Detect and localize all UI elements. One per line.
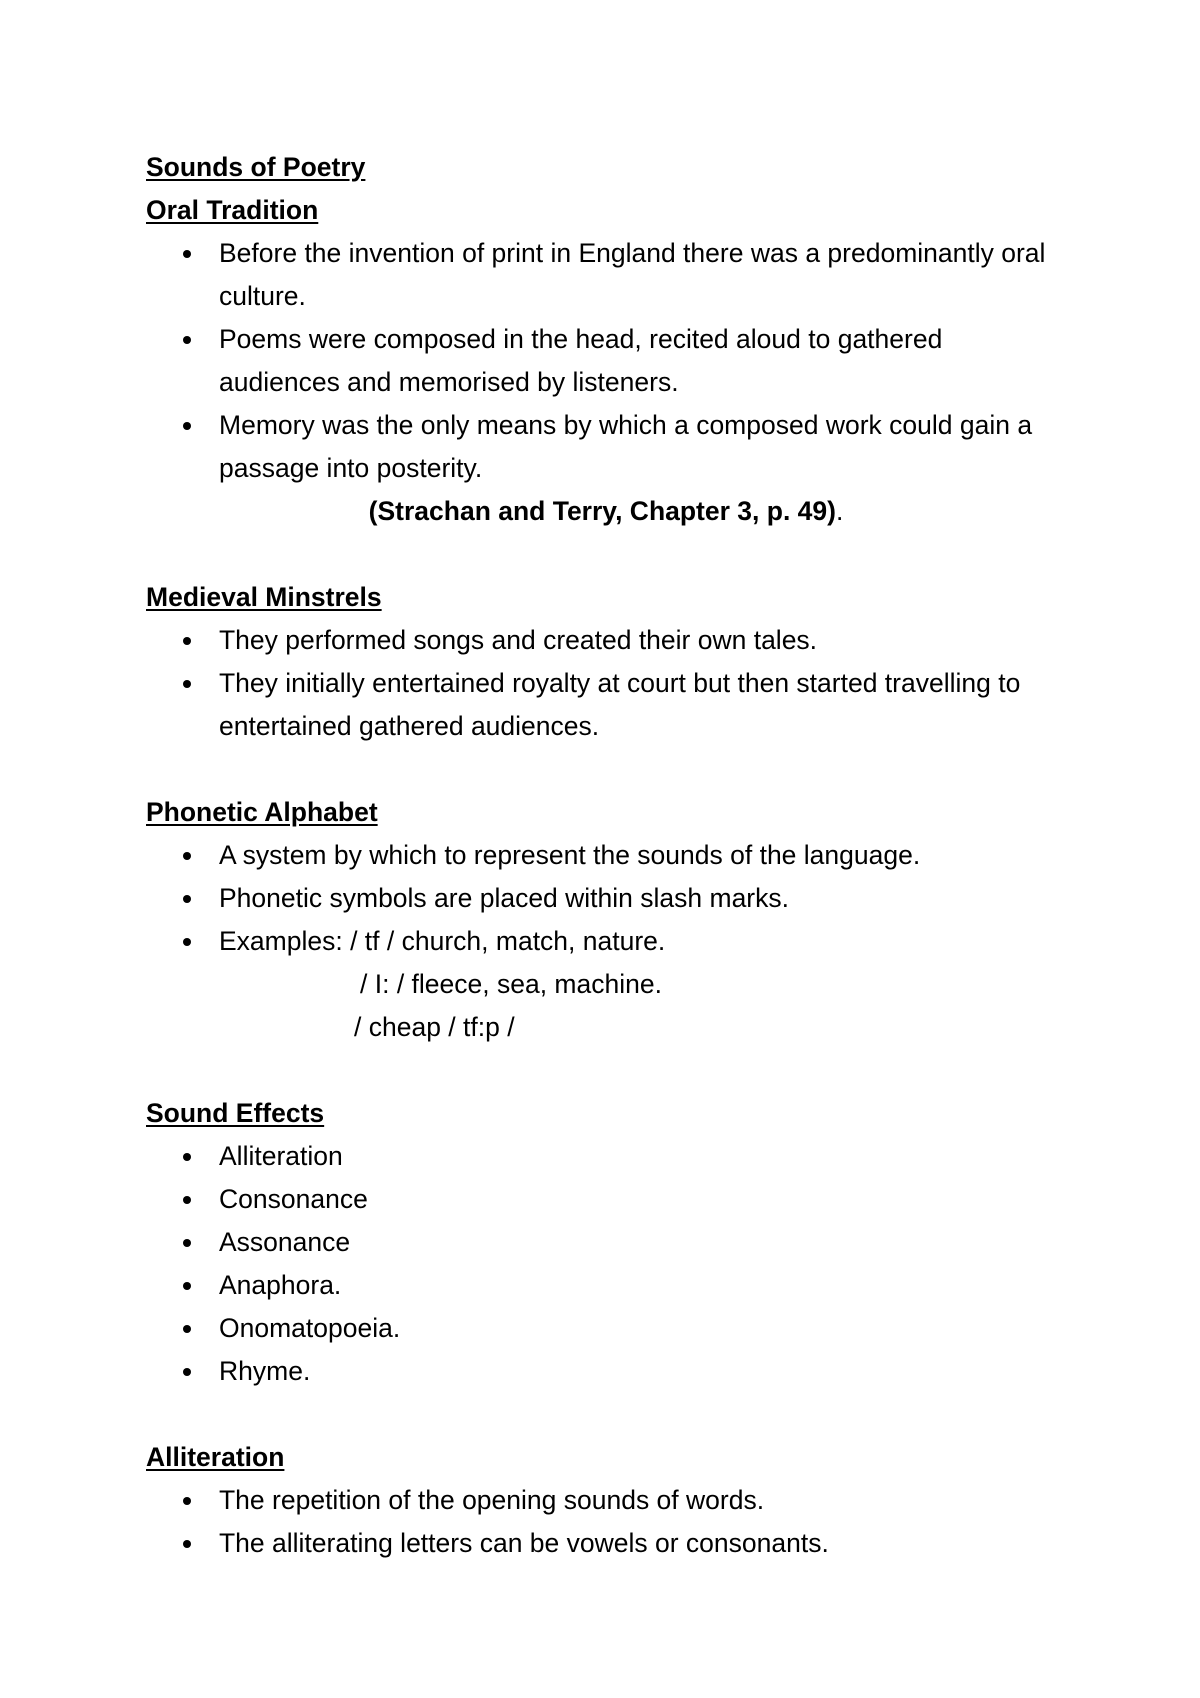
citation-period: . bbox=[835, 496, 844, 526]
bullet-list bbox=[146, 834, 1066, 963]
section-heading: Alliteration bbox=[146, 1442, 285, 1472]
bullet-icon bbox=[183, 1153, 191, 1161]
list-item bbox=[146, 232, 1066, 318]
page-title: Sounds of Poetry bbox=[146, 152, 366, 182]
list-item-text: Memory was the only means by which a composed work could gain a passage into posterity. bbox=[219, 410, 1033, 483]
list-item bbox=[146, 404, 1066, 490]
spacer bbox=[146, 1049, 1066, 1092]
phonetic-example: / cheap / tf:p / bbox=[354, 1012, 515, 1042]
phonetic-example: / I: / fleece, sea, machine. bbox=[360, 969, 662, 999]
spacer bbox=[146, 1393, 1066, 1436]
bullet-icon bbox=[183, 1368, 191, 1376]
section-heading: Oral Tradition bbox=[146, 195, 319, 225]
list-item bbox=[146, 1522, 1066, 1565]
citation bbox=[146, 490, 1066, 533]
list-item-text: Anaphora. bbox=[219, 1270, 342, 1300]
section-heading: Sound Effects bbox=[146, 1098, 325, 1128]
list-item-text: Alliteration bbox=[219, 1141, 343, 1171]
bullet-list bbox=[146, 619, 1066, 748]
bullet-icon bbox=[183, 637, 191, 645]
list-item bbox=[146, 1135, 1066, 1178]
list-item-text: Rhyme. bbox=[219, 1356, 311, 1386]
list-item-text: Before the invention of print in England there was a predominantly oral culture. bbox=[219, 238, 1046, 311]
bullet-list bbox=[146, 1479, 1066, 1565]
bullet-icon bbox=[183, 680, 191, 688]
list-item-text: The repetition of the opening sounds of words. bbox=[219, 1485, 765, 1515]
section-sound-effects bbox=[146, 1092, 1066, 1393]
bullet-icon bbox=[183, 250, 191, 258]
bullet-icon bbox=[183, 895, 191, 903]
bullet-icon bbox=[183, 852, 191, 860]
list-item bbox=[146, 920, 1066, 963]
section-heading: Medieval Minstrels bbox=[146, 582, 382, 612]
bullet-icon bbox=[183, 1239, 191, 1247]
list-item-text: Poems were composed in the head, recited aloud to gathered audiences and memorised by listeners. bbox=[219, 324, 943, 397]
list-item bbox=[146, 877, 1066, 920]
list-item bbox=[146, 1178, 1066, 1221]
list-item-text: A system by which to represent the sounds of the language. bbox=[219, 840, 921, 870]
section-oral-tradition bbox=[146, 189, 1066, 533]
list-item bbox=[146, 318, 1066, 404]
section-heading: Phonetic Alphabet bbox=[146, 797, 378, 827]
list-item-text: Phonetic symbols are placed within slash marks. bbox=[219, 883, 789, 913]
list-item-text: The alliterating letters can be vowels or consonants. bbox=[219, 1528, 829, 1558]
list-item-text: They performed songs and created their own tales. bbox=[219, 625, 818, 655]
bullet-icon bbox=[183, 1540, 191, 1548]
list-item bbox=[146, 1221, 1066, 1264]
list-item bbox=[146, 1350, 1066, 1393]
bullet-icon bbox=[183, 1282, 191, 1290]
list-item-text: Assonance bbox=[219, 1227, 351, 1257]
bullet-icon bbox=[183, 336, 191, 344]
bullet-icon bbox=[183, 938, 191, 946]
list-item-text: Onomatopoeia. bbox=[219, 1313, 401, 1343]
section-medieval-minstrels bbox=[146, 576, 1066, 748]
bullet-list bbox=[146, 232, 1066, 490]
section-phonetic-alphabet bbox=[146, 791, 1066, 1049]
list-item bbox=[146, 1479, 1066, 1522]
document-body bbox=[146, 146, 1066, 1565]
bullet-icon bbox=[183, 1325, 191, 1333]
bullet-icon bbox=[183, 1196, 191, 1204]
bullet-icon bbox=[183, 1497, 191, 1505]
spacer bbox=[146, 748, 1066, 791]
list-item-text: Consonance bbox=[219, 1184, 368, 1214]
list-item-text: Examples: / tf / church, match, nature. bbox=[219, 926, 666, 956]
list-item bbox=[146, 619, 1066, 662]
list-item bbox=[146, 1307, 1066, 1350]
bullet-icon bbox=[183, 422, 191, 430]
section-alliteration bbox=[146, 1436, 1066, 1565]
spacer bbox=[146, 533, 1066, 576]
list-item bbox=[146, 834, 1066, 877]
citation-text: (Strachan and Terry, Chapter 3, p. 49) bbox=[368, 496, 836, 526]
list-item-text: They initially entertained royalty at court but then started travelling to entertained gathered audiences. bbox=[219, 668, 1021, 741]
list-item bbox=[146, 662, 1066, 748]
bullet-list bbox=[146, 1135, 1066, 1393]
list-item bbox=[146, 1264, 1066, 1307]
